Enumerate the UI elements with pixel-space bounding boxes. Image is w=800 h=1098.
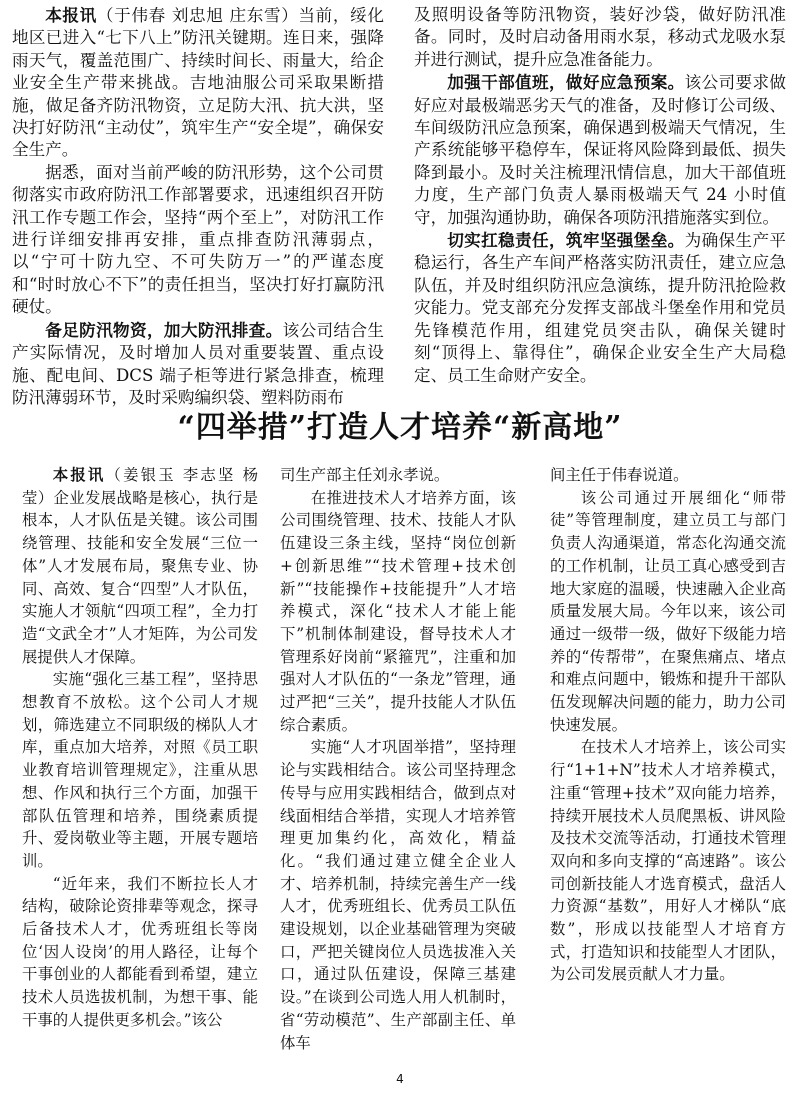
page-number: 4 <box>396 1072 404 1086</box>
article1-paragraph: 据悉，面对当前严峻的防汛形势，这个公司贯彻落实市政府防汛工作部署要求，迅速组织召开防汛工作专题工作会，坚持“两个至上”，对防汛工作进行详细安排再安排，重点排查防汛薄弱点，以“宁可十防九空、不可失防万一”的严谨态度和“时时放心不下”的责任担当，坚决打好打赢防汛硬仗。 <box>12 162 384 317</box>
section-lead: 备足防汛物资，加大防汛排查。 <box>45 319 283 340</box>
article2-paragraph: 实施“强化三基工程”，坚持思想教育不放松。这个公司人才规划，筛选建立不同职级的梯队人才库，重点加大培养，对照《员工职业教育培训管理规定》，注重从思想、作风和执行三个方面，加强干部队伍管理和培养，围绕素质提升、爱岗敬业等主题，开展专题培训。 <box>22 670 258 870</box>
article1-left-column <box>12 4 384 409</box>
article2-paragraph: 司生产部主任刘永孝说。 <box>280 466 450 484</box>
byline-lead: 本报讯 <box>45 5 97 25</box>
article2-paragraph: 在技术人才培养上，该公司实行“1+1+N”技术人才培养模式，注重“管理+技术”双向能力培养，持续开展技术人员爬黑板、讲风险及技术交流等活动，打通技术管理双向和多向支撑的“高速路”。该公司创新技能人才选育模式，盘活人力资源“基数”，用好人才梯队“底数”，形成以技能型人才培育方式，打造知识和技能型人才团队，为公司发展贡献人才力量。 <box>550 738 786 984</box>
article2-paragraph: 实施“人才巩固举措”，坚持理论与实践相结合。该公司坚持理念传导与应用实践相结合，做到点对线面相结合举措，实现人才培养管理更加集约化，高效化，精益化。“我们通过建立健全企业人才、培养机制，持续完善生产一线人才，优秀班组长、优秀员工队伍建设规划，以企业基础管理为突破口，严把关键岗位人员选拔准入关口，通过队伍建设，保障三基建设。”在谈到公司选人用人机制时，省“劳动模范”、生产部副主任、单体车 <box>280 738 516 1052</box>
section-lead: 切实扛稳责任，筑牢坚强堡垒。 <box>447 230 685 251</box>
article1-paragraph: 加强干部值班，做好应急预案。该公司要求做好应对最极端恶劣天气的准备，及时修订公司级、车间级防汛应急预案，确保遇到极端天气情况，生产系统能够平稳停车，保证将风险降到最低、损失降到最小。及时关注梳理汛情信息，加大干部值班力度，生产部门负责人暴雨极端天气 24 小时值守，加强沟通协助，确保各项防汛措施落实到位。 <box>414 72 787 227</box>
article2-column-2 <box>280 464 516 1054</box>
article1-paragraph: 备足防汛物资，加大防汛排查。该公司结合生产实际情况，及时增加人员对重要装置、重点设施、配电间、DCS 端子柜等进行紧急排查，梳理防汛薄弱环节，及时采购编织袋、塑料防雨布 <box>12 319 385 407</box>
article2-column-1 <box>22 464 258 1032</box>
article2-column-3 <box>550 464 786 986</box>
article1-paragraph: 本报讯（于伟春 刘忠旭 庄东雪）当前，绥化地区已进入“七下八上”防汛关键期。连日来，强降雨天气，覆盖范围广、持续时间长、雨量大，给企业安全生产带来挑战。吉地油服公司采取果断措施，做足备齐防汛物资，立足防大汛、抗大洪，坚决打好防汛“主动仗”，筑牢生产“安全堤”，确保安全生产。 <box>12 5 384 160</box>
article2-paragraph: 间主任于伟春说道。 <box>550 466 689 484</box>
article2-headline: “四举措”打造人才培养“新高地” <box>177 410 623 445</box>
byline-lead: 本报讯 <box>52 466 106 484</box>
article2-paragraph: 本报讯（姜银玉 李志坚 杨 莹）企业发展战略是核心，执行是根本，人才队伍是关键。该公司围绕管理、技能和安全发展“三位一体”人才发展布局，聚焦专业、协同、高效、复合“四型”人才队伍，实施人才领航“四项工程”，全力打造“文武全才”人才矩阵，为公司发展提供人才保障。 <box>22 466 258 666</box>
section-lead: 加强干部值班，做好应急预案。 <box>447 72 685 93</box>
article1-right-column <box>414 4 786 387</box>
article2-paragraph: 该公司通过开展细化“师带徒”等管理制度，建立员工与部门负责人沟通渠道，常态化沟通交流的工作机制，让员工真心感受到吉地大家庭的温暖，快速融入企业高质量发展大局。今年以来，该公司通过一级带一级，做好下级能力培养的“传帮带”，在聚焦痛点、堵点和难点问题中，锻炼和提升干部队伍发现解决问题的能力，助力公司快速发展。 <box>550 488 786 734</box>
article2-paragraph: “近年来，我们不断拉长人才结构，破除论资排辈等观念，探寻后备技术人才，优秀班组长等岗位‘因人设岗’的用人路径，让每个干事创业的人都能看到希望，建立技术人员选拔机制，为想干事、能干事的人提供更多机会。”该公 <box>22 874 258 1029</box>
article1-paragraph: 切实扛稳责任，筑牢坚强堡垒。为确保生产平稳运行，各生产车间严格落实防汛责任，建立应急队伍，并及时组织防汛应急演练，提升防汛抢险救灾能力。党支部充分发挥支部战斗堡垒作用和党员先锋模范作用，组建党员突击队，确保关键时刻“顶得上、靠得住”，确保企业安全生产大局稳定、员工生命财产安全。 <box>414 230 787 385</box>
article2-paragraph: 在推进技术人才培养方面，该公司围绕管理、技术、技能人才队伍建设三条主线，坚持“岗位创新+创新思维”“技术管理+技术创新”“技能操作+技能提升”人才培养模式，深化“技术人才能上能下”机制体制建设，督导技术人才管理系好岗前“紧箍咒”，注重和加强对人才队伍的“一条龙”管理，通过严把“三关”，提升技能人才队伍综合素质。 <box>280 488 516 734</box>
article1-paragraph: 及照明设备等防汛物资，装好沙袋，做好防汛准备。同时，及时启动备用雨水泵，移动式龙吸水泵并进行测试，提升应急准备能力。 <box>414 5 786 69</box>
